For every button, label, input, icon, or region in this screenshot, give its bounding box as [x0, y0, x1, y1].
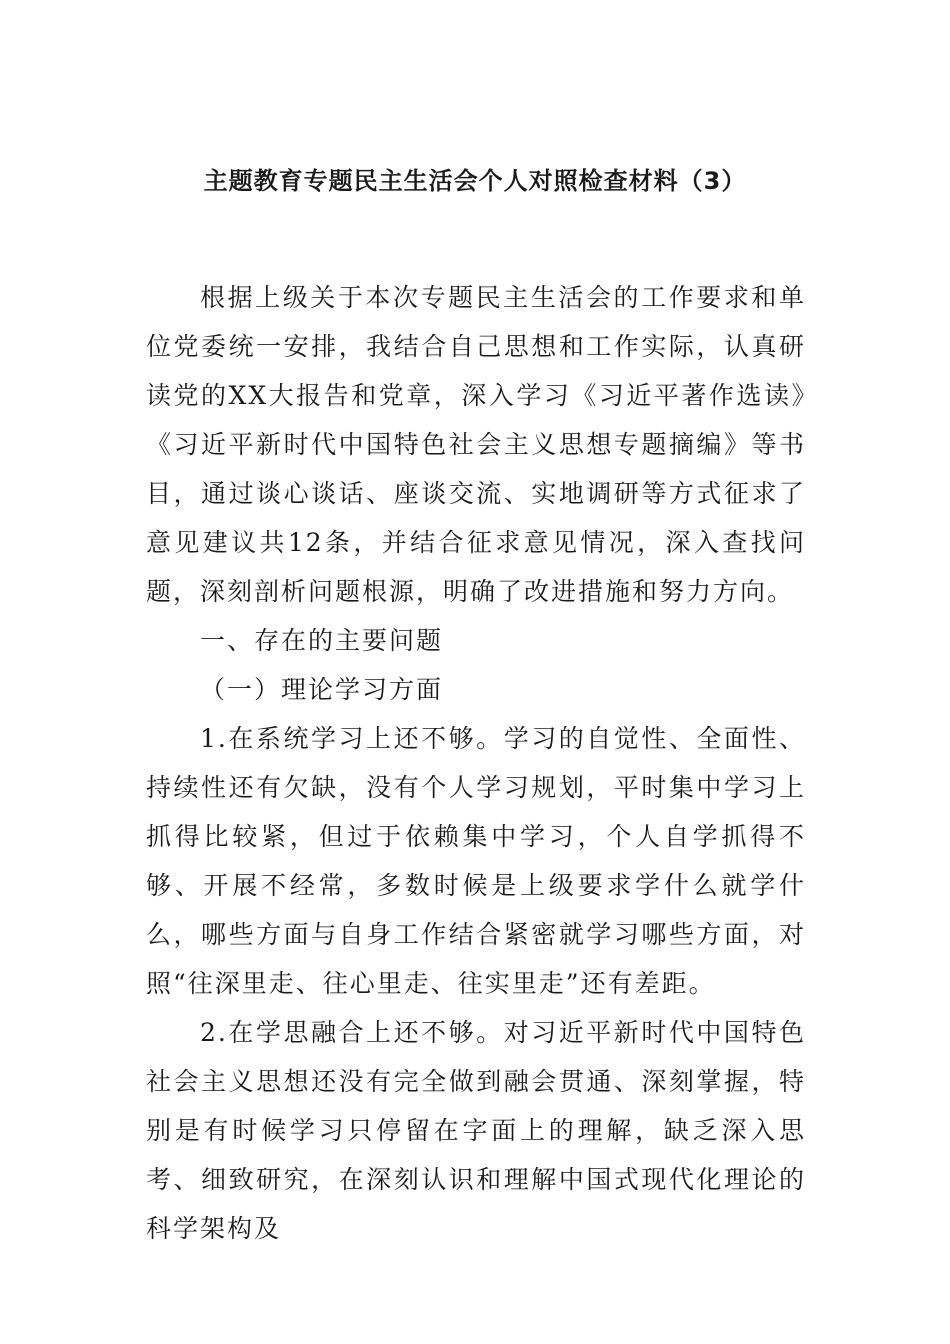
paragraph-item-2: 2.在学思融合上还不够。对习近平新时代中国特色社会主义思想还没有完全做到融会贯通、深刻掌握，特别是有时候学习只停留在字面上的理解，缺乏深入思考、细致研究，在深刻认识和理解中国式现代化理论的科学架构及: [146, 1018, 806, 1243]
paragraph-intro: 根据上级关于本次专题民主生活会的工作要求和单位党委统一安排，我结合自己思想和工作实际，认真研读党的XX大报告和党章，深入学习《习近平著作选读》《习近平新时代中国特色社会主义思想专题摘编》等书目，通过谈心谈话、座谈交流、实地调研等方式征求了意见建议共12条，并结合征求意见情况，深入查找问题，深刻剖析问题根源，明确了改进措施和努力方向。: [146, 283, 806, 606]
document-body: [146, 273, 806, 1253]
paragraph-item-1: 1.在系统学习上还不够。学习的自觉性、全面性、持续性还有欠缺，没有个人学习规划，平时集中学习上抓得比较紧，但过于依赖集中学习，个人自学抓得不够、开展不经常，多数时候是上级要求学什么就学什么，哪些方面与自身工作结合紧密就学习哪些方面，对照“往深里走、往心里走、往实里走”还有差距。: [146, 724, 806, 998]
document-title: 主题教育专题民主生活会个人对照检查材料（3）: [203, 167, 747, 195]
subsection-heading-theory: （一）理论学习方面: [200, 675, 444, 704]
section-heading-problems: 一、存在的主要问题: [200, 626, 444, 655]
